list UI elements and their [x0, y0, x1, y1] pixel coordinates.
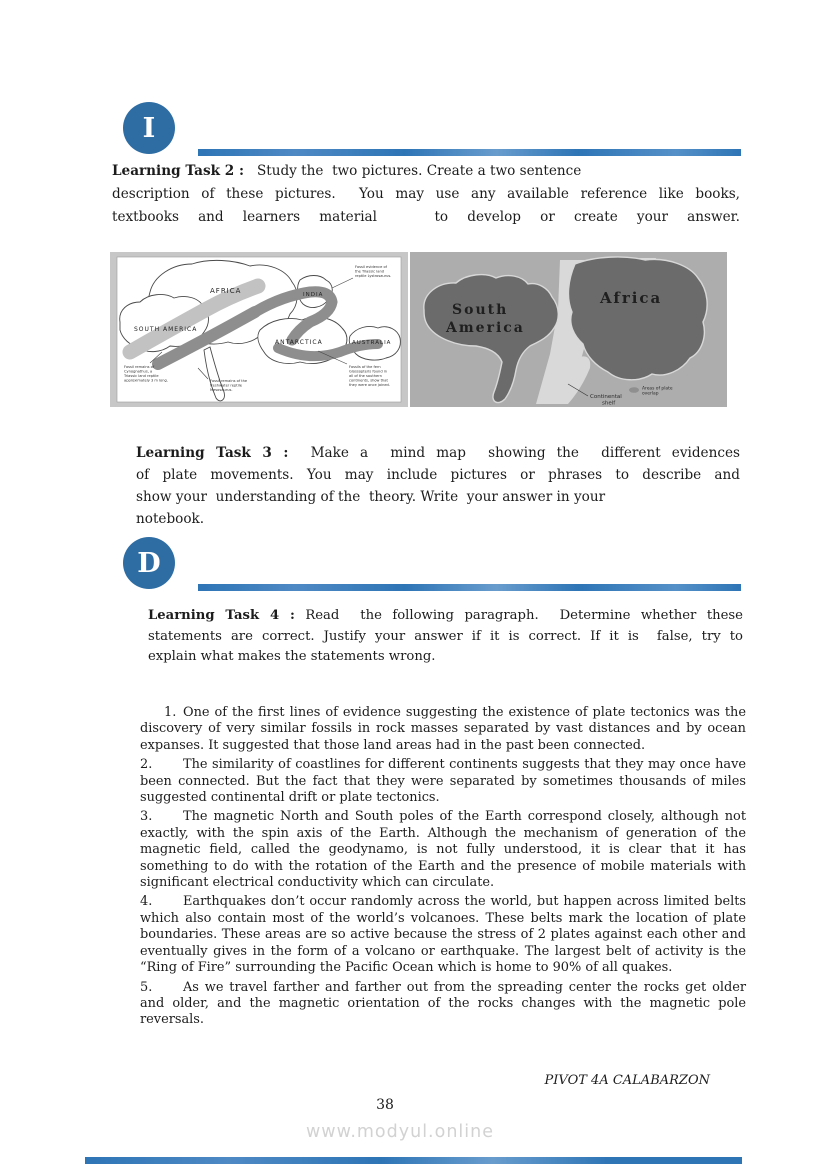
continental-fit-map-image [410, 252, 727, 407]
footer-rule [85, 1157, 742, 1164]
task3-line1-text: Make a mind map showing the different evidences [288, 445, 740, 461]
annotation-glossopteris-5: they were once joined. [349, 383, 390, 387]
statement-5-number: 5. [140, 979, 153, 995]
statement-2 [140, 757, 746, 806]
task2-label: Learning Task 2 : [112, 163, 244, 179]
label-south-america: SOUTH AMERICA [134, 326, 198, 333]
task3-label: Learning Task 3 : [136, 445, 289, 461]
label-india: INDIA [303, 292, 324, 298]
task2-line1-text: Study the two pictures. Create a two sentence [243, 163, 582, 179]
annotation-lystrosaurus-2: the Triassic land [355, 269, 385, 274]
task4-line1-text: Read the following paragraph. Determine whether these [294, 608, 743, 623]
label-antarctica: ANTARCTICA [275, 339, 323, 346]
statement-3 [140, 809, 746, 891]
task3-line1 [136, 442, 740, 464]
annotation-mesosaurus-1: Fossil remains of the [210, 379, 248, 383]
intro-section-rule [198, 149, 741, 156]
statement-4-text: Earthquakes don’t occur randomly across the world, but happen across limited belts which also contain most of the world’s volcanoes. These belts mark the location of plate boundaries. These areas are so active because the stress of 2 plates against each other and eventually gives in the form of a volcano or earthquake. The largest belt of activity is the “Ring of Fire” surrounding the Pacific Ocean which is home to 90% of all quakes. [140, 894, 746, 976]
task4-line1 [148, 606, 743, 627]
intro-section-letter: I [142, 112, 156, 144]
label-shelf: shelf [602, 400, 616, 407]
task3-line3: show your understanding of the theory. Write your answer in your [136, 489, 606, 505]
label-continental: Continental [590, 394, 622, 400]
figures-row [110, 252, 727, 407]
learning-task-4 [148, 606, 743, 668]
development-section-badge [123, 537, 175, 589]
statement-5-text: As we travel farther and farther out from the spreading center the rocks get older and older, and the magnetic orientation of the rocks changes with the magnetic pole reversals. [140, 979, 746, 1028]
legend-text-2: overlap [642, 391, 659, 397]
annotation-lystrosaurus-1: Fossil evidence of [355, 265, 387, 269]
statement-2-text: The similarity of coastlines for different continents suggests that they may once have been connected. But the fact that they were separated by sometimes thousands of miles suggested continental drift or plate tectonics. [140, 757, 746, 806]
legend-overlap-swatch [629, 387, 639, 393]
statement-3-number: 3. [140, 809, 153, 825]
annotation-cynognathus-2: Cynognathus, a [124, 369, 153, 374]
task4-line2: statements are correct. Justify your answer if it is correct. If it is false, try to [148, 628, 743, 644]
label-africa: AFRICA [210, 287, 242, 295]
label-fit-africa: Africa [600, 289, 663, 307]
statement-3-text: The magnetic North and South poles of the Earth correspond closely, although not exactly, with the spin axis of the Earth. Although the mechanism of generation of the magnetic field, called the geodynamo, is not fully understood, it is clear that it has something to do with the rotation of the Earth and the presence of mobile materials with significant electrical conductivity which can circulate. [140, 809, 746, 891]
annotation-mesosaurus-2: freshwater reptile [210, 383, 242, 388]
label-australia: AUSTRALIA [352, 340, 392, 346]
statement-1-number: 1. [164, 705, 177, 720]
development-section-letter: D [137, 547, 161, 579]
task2-line3: textbooks and learners material to develop or create your answer. [112, 209, 740, 225]
task3-line2: of plate movements. You may include pictures or phrases to describe and [136, 467, 740, 483]
development-section-rule [198, 584, 741, 591]
label-fit-south: South [452, 302, 509, 318]
page-number: 38 [376, 1097, 394, 1113]
legend-text-1: Areas of plate [642, 386, 673, 392]
task4-line3: explain what makes the statements wrong. [148, 649, 436, 664]
footer-brand: PIVOT 4A CALABARZON [544, 1073, 710, 1088]
learning-task-2 [112, 160, 740, 229]
task2-line2: description of these pictures. You may use any available reference like books, [112, 186, 740, 202]
annotation-cynognathus-4: approximately 3 m long. [124, 378, 168, 383]
watermark-text: www.modyul.online [305, 1122, 494, 1142]
fossil-evidence-map-image [110, 252, 408, 407]
annotation-glossopteris-4: continents, show that [349, 378, 388, 383]
annotation-cynognathus-1: Fossil remains of [124, 365, 155, 369]
annotation-glossopteris-3: all of the southern [349, 374, 382, 378]
annotation-glossopteris-1: Fossils of the fern [349, 365, 381, 369]
annotation-glossopteris-2: Glossopteris found in [349, 369, 388, 374]
statements-list [140, 705, 746, 1032]
task4-label: Learning Task 4 : [148, 608, 295, 623]
statement-4-number: 4. [140, 894, 153, 910]
statement-1 [140, 705, 746, 754]
statement-4 [140, 894, 746, 976]
learning-task-3 [136, 442, 740, 530]
intro-section-badge [123, 102, 175, 154]
statement-5 [140, 980, 746, 1029]
annotation-cynognathus-3: Triassic land reptile [124, 374, 159, 378]
annotation-mesosaurus-3: Mesosaurus. [210, 388, 233, 392]
task2-line1 [112, 160, 740, 183]
annotation-lystrosaurus-3: reptile Lystrosaurus. [355, 274, 392, 278]
statement-1-text: One of the first lines of evidence suggesting the existence of plate tectonics was the discovery of very similar fossils in rock masses separated by vast distances and by ocean expanses. It suggested that those land areas had in the past been connected. [140, 705, 746, 753]
label-fit-america: America [446, 320, 525, 336]
statement-2-number: 2. [140, 757, 153, 773]
task3-line4: notebook. [136, 511, 205, 527]
